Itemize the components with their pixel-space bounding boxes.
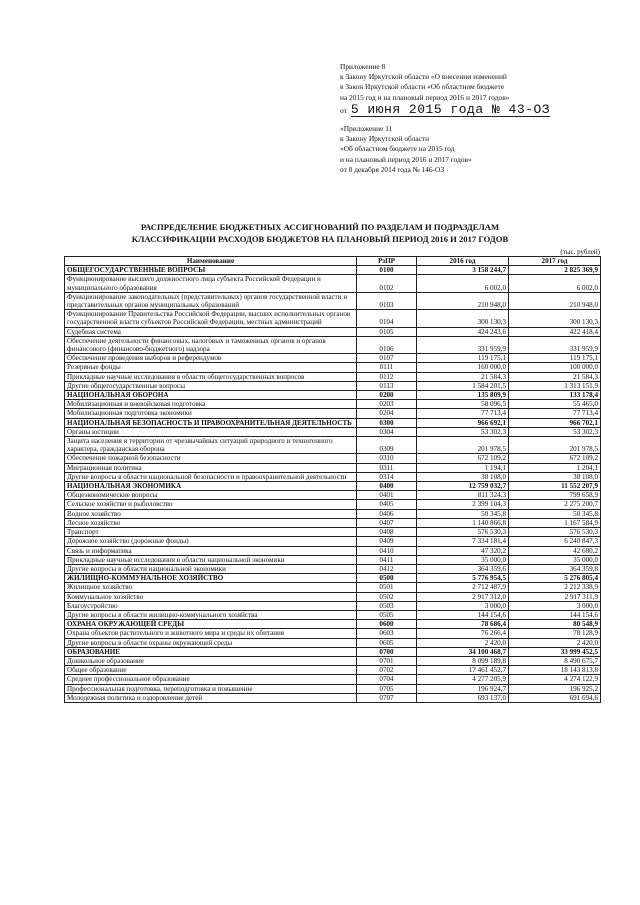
row-value-2017: 201 978,5	[509, 437, 601, 454]
row-name: Обеспечение пожарной безопасности	[65, 454, 357, 463]
row-name: Водное хозяйство	[65, 509, 357, 518]
row-value-2017: 2 420,0	[509, 638, 601, 647]
table-section-row	[65, 418, 601, 427]
row-value-2017: 18 143 813,8	[509, 666, 601, 675]
table-row	[65, 363, 601, 372]
table-section-row	[65, 574, 601, 583]
row-value-2016: 364 359,6	[417, 564, 509, 573]
row-code: 0603	[357, 629, 417, 638]
row-name: Среднее профессиональное образование	[65, 675, 357, 684]
row-value-2017: 210 948,0	[509, 292, 601, 309]
row-value-2017: 2 212 338,9	[509, 583, 601, 592]
row-value-2016: 2 420,0	[417, 638, 509, 647]
row-code: 0104	[357, 310, 417, 327]
row-value-2016: 7 334 181,4	[417, 537, 509, 546]
row-value-2017: 966 702,1	[509, 418, 601, 427]
table-section-row	[65, 391, 601, 400]
row-code: 0503	[357, 601, 417, 610]
table-row	[65, 546, 601, 555]
table-row	[65, 509, 601, 518]
document-title	[70, 221, 570, 245]
table-row	[65, 518, 601, 527]
table-row	[65, 463, 601, 472]
row-name: ОБРАЗОВАНИЕ	[65, 647, 357, 656]
table-row	[65, 537, 601, 546]
row-name: Мобилизационная подготовка экономики	[65, 409, 357, 418]
row-value-2017: 8 490 675,7	[509, 656, 601, 665]
row-value-2017: 364 359,8	[509, 564, 601, 573]
row-code: 0407	[357, 518, 417, 527]
table-section-row	[65, 266, 601, 275]
row-value-2017: 799 658,9	[509, 491, 601, 500]
row-name: НАЦИОНАЛЬНАЯ ЭКОНОМИКА	[65, 482, 357, 491]
row-value-2016: 8 099 189,8	[417, 656, 509, 665]
row-value-2017: 196 925,2	[509, 684, 601, 693]
row-name: Охрана объектов растительного и животного мира и среды их обитания	[65, 629, 357, 638]
row-value-2016: 2 712 487,9	[417, 583, 509, 592]
row-value-2016: 144 154,6	[417, 610, 509, 619]
row-code: 0501	[357, 583, 417, 592]
table-section-row	[65, 647, 601, 656]
table-row	[65, 555, 601, 564]
row-value-2016: 300 130,3	[417, 310, 509, 327]
table-section-row	[65, 482, 601, 491]
row-value-2016: 693 137,0	[417, 693, 509, 702]
row-value-2016: 77 713,4	[417, 409, 509, 418]
row-code: 0600	[357, 620, 417, 629]
row-code: 0401	[357, 491, 417, 500]
row-value-2017: 53 302,3	[509, 427, 601, 436]
row-code: 0106	[357, 336, 417, 353]
row-code: 0112	[357, 372, 417, 381]
row-code: 0505	[357, 610, 417, 619]
table-row	[65, 381, 601, 390]
row-code: 0111	[357, 363, 417, 372]
row-value-2016: 47 320,2	[417, 546, 509, 555]
row-value-2017: 1 167 584,9	[509, 518, 601, 527]
row-value-2017: 119 175,1	[509, 354, 601, 363]
row-name: Другие вопросы в области национальной безопасности и правоохранительной деятельности	[65, 472, 357, 481]
row-code: 0311	[357, 463, 417, 472]
row-value-2016: 21 584,3	[417, 372, 509, 381]
row-name: ЖИЛИЩНО-КОММУНАЛЬНОЕ ХОЗЯЙСТВО	[65, 574, 357, 583]
row-value-2016: 160 000,0	[417, 363, 509, 372]
header-2016: 2016 год	[417, 257, 509, 266]
row-value-2016: 210 948,0	[417, 292, 509, 309]
row-code: 0113	[357, 381, 417, 390]
table-row	[65, 666, 601, 675]
table-row	[65, 610, 601, 619]
appendix-line: от 8 декабря 2014 года № 146-ОЗ	[340, 164, 445, 174]
table-header-row	[65, 257, 601, 266]
row-value-2016: 424 243,6	[417, 327, 509, 336]
row-code: 0500	[357, 574, 417, 583]
table-row	[65, 629, 601, 638]
row-value-2016: 6 002,0	[417, 275, 509, 292]
table-row	[65, 454, 601, 463]
row-value-2017: 3 000,0	[509, 601, 601, 610]
row-name: НАЦИОНАЛЬНАЯ ОБОРОНА	[65, 391, 357, 400]
row-value-2017: 50 345,8	[509, 509, 601, 518]
row-name: Молодежная политика и оздоровление детей	[65, 693, 357, 702]
row-name: Жилищное хозяйство	[65, 583, 357, 592]
header-2017: 2017 год	[509, 257, 601, 266]
appendix-line: к Закону Иркутской области	[340, 134, 430, 144]
appendix-line: «Об областном бюджете на 2015 год	[340, 144, 455, 154]
row-code: 0310	[357, 454, 417, 463]
row-name: Функционирование законодательных (представительных) органов государственной власти и представительных органов муниципальных образований	[65, 292, 357, 309]
row-value-2016: 50 345,8	[417, 509, 509, 518]
row-code: 0408	[357, 528, 417, 537]
row-value-2016: 119 175,1	[417, 354, 509, 363]
row-name: Функционирование Правительства Российской Федерации, высших исполнительных органов государственной власти субъектов Российской Федерации, местных администраций	[65, 310, 357, 327]
row-value-2016: 1 194,1	[417, 463, 509, 472]
table-row	[65, 528, 601, 537]
row-code: 0411	[357, 555, 417, 564]
row-name: Лесное хозяйство	[65, 518, 357, 527]
row-code: 0502	[357, 592, 417, 601]
row-name: Мобилизационная и вневойсковая подготовка	[65, 400, 357, 409]
table-row	[65, 491, 601, 500]
row-value-2017: 6 240 847,3	[509, 537, 601, 546]
row-value-2016: 811 324,3	[417, 491, 509, 500]
row-name: Благоустройство	[65, 601, 357, 610]
row-code: 0200	[357, 391, 417, 400]
title-line-1: РАСПРЕДЕЛЕНИЕ БЮДЖЕТНЫХ АССИГНОВАНИЙ ПО РАЗДЕЛАМ И ПОДРАЗДЕЛАМ	[140, 222, 500, 232]
row-value-2017: 133 178,4	[509, 391, 601, 400]
row-name: ОХРАНА ОКРУЖАЮЩЕЙ СРЕДЫ	[65, 620, 357, 629]
table-row	[65, 638, 601, 647]
row-code: 0702	[357, 666, 417, 675]
table-row	[65, 292, 601, 309]
row-value-2017: 5 276 805,4	[509, 574, 601, 583]
row-value-2017: 38 108,0	[509, 472, 601, 481]
row-name: Профессиональная подготовка, переподготовка и повышение	[65, 684, 357, 693]
row-value-2016: 672 109,2	[417, 454, 509, 463]
appendix-line: и на плановый период 2016 и 2017 годов»	[340, 154, 472, 164]
appendix-line: в Закон Иркутской области «Об областном бюджете	[340, 82, 505, 92]
row-value-2016: 331 959,9	[417, 336, 509, 353]
row-code: 0700	[357, 647, 417, 656]
row-name: Общее образование	[65, 666, 357, 675]
row-name: Обеспечение проведения выборов и референдумов	[65, 354, 357, 363]
row-code: 0705	[357, 684, 417, 693]
row-value-2017: 4 274 122,9	[509, 675, 601, 684]
row-value-2017: 11 552 207,9	[509, 482, 601, 491]
appendix-line: «Приложение 11	[340, 124, 393, 133]
row-name: Прикладные научные исследования в области национальной экономики	[65, 555, 357, 564]
row-value-2017: 331 959,9	[509, 336, 601, 353]
row-code: 0203	[357, 400, 417, 409]
row-name: Органы юстиции	[65, 427, 357, 436]
row-code: 0107	[357, 354, 417, 363]
row-value-2017: 672 109,2	[509, 454, 601, 463]
row-value-2016: 4 277 205,9	[417, 675, 509, 684]
row-code: 0405	[357, 500, 417, 509]
row-name: Миграционная политика	[65, 463, 357, 472]
row-value-2017: 80 548,9	[509, 620, 601, 629]
table-row	[65, 675, 601, 684]
row-value-2017: 33 999 452,5	[509, 647, 601, 656]
row-value-2017: 422 418,4	[509, 327, 601, 336]
row-value-2017: 35 000,0	[509, 555, 601, 564]
row-value-2017: 1 313 151,9	[509, 381, 601, 390]
row-value-2016: 5 776 954,5	[417, 574, 509, 583]
units-note: (тыс. рублей)	[560, 248, 600, 256]
row-name: Другие вопросы в области национальной экономики	[65, 564, 357, 573]
row-value-2017: 2 917 311,9	[509, 592, 601, 601]
table-row	[65, 409, 601, 418]
appendix-line: на 2015 год и на плановый период 2016 и 2017 годов»	[340, 92, 510, 102]
row-value-2016: 196 924,7	[417, 684, 509, 693]
row-code: 0406	[357, 509, 417, 518]
table-row	[65, 400, 601, 409]
row-value-2016: 58 096,5	[417, 400, 509, 409]
row-value-2016: 17 461 452,7	[417, 666, 509, 675]
appendix-line: Приложение 8	[340, 62, 386, 71]
row-code: 0409	[357, 537, 417, 546]
row-value-2017: 21 584,3	[509, 372, 601, 381]
row-code: 0103	[357, 292, 417, 309]
row-code: 0300	[357, 418, 417, 427]
table-row	[65, 583, 601, 592]
row-value-2016: 78 686,4	[417, 620, 509, 629]
row-name: НАЦИОНАЛЬНАЯ БЕЗОПАСНОСТЬ И ПРАВООХРАНИТЕЛЬНАЯ ДЕЯТЕЛЬНОСТЬ	[65, 418, 357, 427]
row-name: Дорожное хозяйство (дорожные фонды)	[65, 537, 357, 546]
header-name: Наименование	[65, 257, 357, 266]
row-code: 0314	[357, 472, 417, 481]
row-value-2017: 576 530,3	[509, 528, 601, 537]
row-code: 0704	[357, 675, 417, 684]
row-value-2017: 144 154,6	[509, 610, 601, 619]
row-code: 0410	[357, 546, 417, 555]
budget-table	[64, 256, 601, 703]
row-name: Другие общегосударственные вопросы	[65, 381, 357, 390]
table-row	[65, 336, 601, 353]
row-name: Обеспечение деятельности финансовых, налоговых и таможенных органов и органов финансового (финансово-бюджетного) надзора	[65, 336, 357, 353]
table-row	[65, 564, 601, 573]
row-name: Судебная система	[65, 327, 357, 336]
row-value-2016: 35 000,0	[417, 555, 509, 564]
row-name: Резервные фонды	[65, 363, 357, 372]
table-row	[65, 601, 601, 610]
row-value-2017: 78 128,9	[509, 629, 601, 638]
row-name: Связь и информатика	[65, 546, 357, 555]
row-name: Транспорт	[65, 528, 357, 537]
table-row	[65, 427, 601, 436]
row-value-2017: 77 713,4	[509, 409, 601, 418]
table-row	[65, 592, 601, 601]
row-value-2017: 300 130,3	[509, 310, 601, 327]
row-value-2016: 2 399 104,3	[417, 500, 509, 509]
table-section-row	[65, 620, 601, 629]
table-body	[65, 266, 601, 703]
row-code: 0707	[357, 693, 417, 702]
law-date-line	[340, 101, 570, 117]
row-value-2017: 42 680,2	[509, 546, 601, 555]
table-row	[65, 327, 601, 336]
row-name: Общеэкономические вопросы	[65, 491, 357, 500]
date-prefix: от	[340, 105, 347, 115]
row-value-2016: 38 108,0	[417, 472, 509, 481]
row-code: 0304	[357, 427, 417, 436]
row-name: Защита населения и территории от чрезвычайных ситуаций природного и техногенного характера, гражданская оборона	[65, 437, 357, 454]
row-name: Дошкольное образование	[65, 656, 357, 665]
appendix-original-header	[340, 124, 570, 175]
header-code: РзПР	[357, 257, 417, 266]
table-row	[65, 372, 601, 381]
row-value-2016: 2 917 312,0	[417, 592, 509, 601]
table-row	[65, 693, 601, 702]
appendix-amendment-header	[340, 62, 570, 117]
row-code: 0105	[357, 327, 417, 336]
table-row	[65, 437, 601, 454]
row-code: 0100	[357, 266, 417, 275]
table-row	[65, 275, 601, 292]
row-value-2016: 966 692,1	[417, 418, 509, 427]
table-row	[65, 310, 601, 327]
table-row	[65, 472, 601, 481]
row-name: Другие вопросы в области жилищно-коммунального хозяйства	[65, 610, 357, 619]
row-value-2016: 12 759 032,7	[417, 482, 509, 491]
row-value-2017: 100 000,0	[509, 363, 601, 372]
table-row	[65, 354, 601, 363]
row-code: 0102	[357, 275, 417, 292]
row-value-2016: 201 978,5	[417, 437, 509, 454]
row-name: Коммунальное хозяйство	[65, 592, 357, 601]
row-name: Другие вопросы в области охраны окружающей среды	[65, 638, 357, 647]
row-code: 0204	[357, 409, 417, 418]
handwritten-date: 5 июня 2015 года № 43-ОЗ	[350, 101, 551, 117]
row-value-2017: 1 204,1	[509, 463, 601, 472]
table-row	[65, 684, 601, 693]
title-line-2: КЛАССИФИКАЦИИ РАСХОДОВ БЮДЖЕТОВ НА ПЛАНОВЫЙ ПЕРИОД 2016 И 2017 ГОДОВ	[131, 234, 509, 244]
row-value-2016: 576 530,3	[417, 528, 509, 537]
row-value-2017: 2 825 369,9	[509, 266, 601, 275]
table-row	[65, 656, 601, 665]
row-value-2017: 2 275 200,7	[509, 500, 601, 509]
row-name: Функционирование высшего должностного лица субъекта Российской Федерации и муниципального образования	[65, 275, 357, 292]
row-value-2016: 76 266,4	[417, 629, 509, 638]
row-value-2016: 1 584 201,5	[417, 381, 509, 390]
row-value-2017: 55 465,0	[509, 400, 601, 409]
table-row	[65, 500, 601, 509]
row-value-2016: 135 809,9	[417, 391, 509, 400]
row-code: 0412	[357, 564, 417, 573]
appendix-line: к Закону Иркутской области «О внесении изменений	[340, 72, 507, 82]
row-value-2016: 3 158 244,7	[417, 266, 509, 275]
row-value-2016: 3 000,0	[417, 601, 509, 610]
row-value-2017: 6 002,0	[509, 275, 601, 292]
row-code: 0605	[357, 638, 417, 647]
row-value-2016: 1 140 866,8	[417, 518, 509, 527]
row-code: 0309	[357, 437, 417, 454]
row-name: ОБЩЕГОСУДАРСТВЕННЫЕ ВОПРОСЫ	[65, 266, 357, 275]
row-name: Прикладные научные исследования в области общегосударственных вопросов	[65, 372, 357, 381]
row-name: Сельское хозяйство и рыболовство	[65, 500, 357, 509]
row-code: 0400	[357, 482, 417, 491]
row-value-2016: 34 100 468,7	[417, 647, 509, 656]
row-code: 0701	[357, 656, 417, 665]
row-value-2016: 53 302,3	[417, 427, 509, 436]
row-value-2017: 691 694,6	[509, 693, 601, 702]
